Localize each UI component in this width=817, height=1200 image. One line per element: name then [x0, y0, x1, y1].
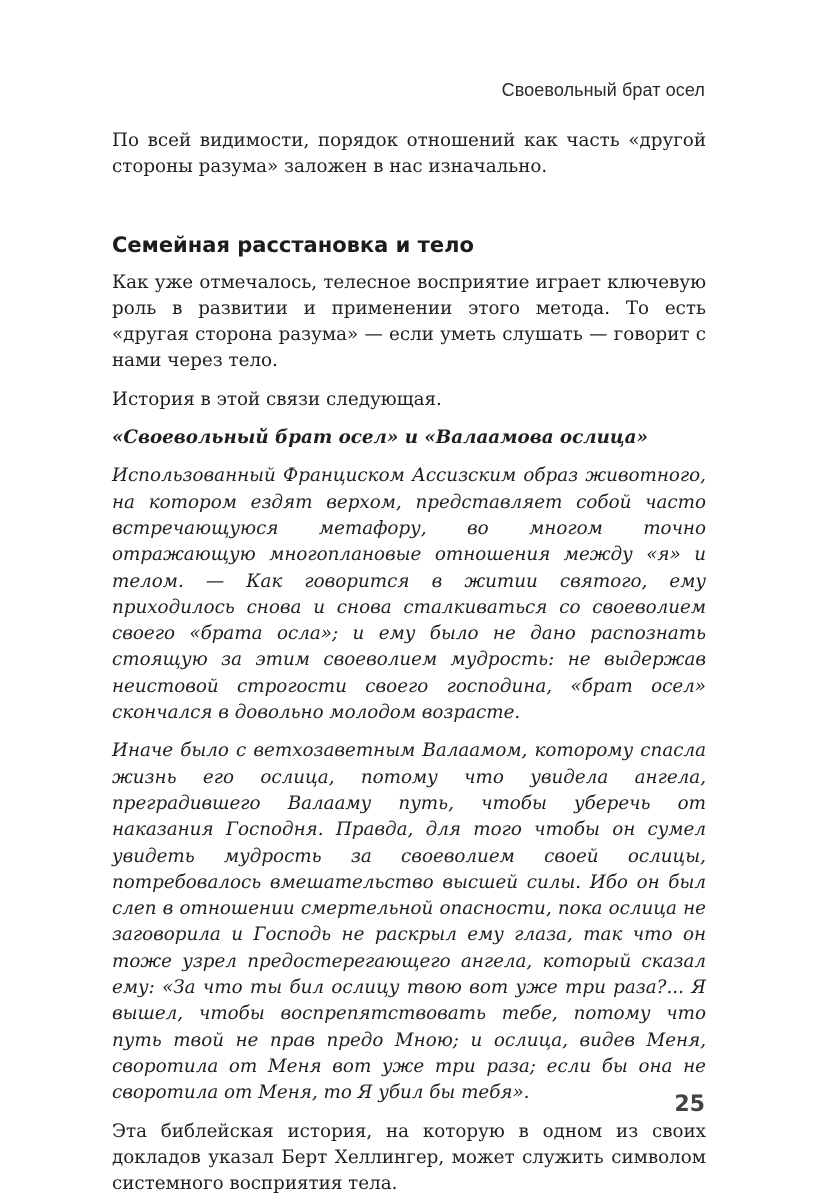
- section-heading: Семейная расстановка и тело: [112, 232, 474, 257]
- story-heading: «Своевольный брат осел» и «Валаамова ослица»: [112, 427, 648, 449]
- page-body: [112, 128, 706, 1197]
- closing-paragraph: Эта библейская история, на которую в одном из своих докладов указал Берт Хеллингер, может служить символом системного восприятия тела.: [112, 1120, 706, 1195]
- quote-paragraph-1: Использованный Франциском Ассизским образ животного, на котором ездят верхом, представляет собой часто встречающуюся метафору, во многом точно отражающую многоплановые отношения между «я» и телом. — Как говорится в житии святого, ему приходилось снова и снова сталкиваться со своеволием своего «брата осла»; и ему было не дано распознать стоящую за этим своеволием мудрость: не выдержав неистовой строгости своего господина, «брат осел» скончался в довольно молодом возрасте.: [112, 465, 706, 724]
- opening-paragraph: По всей видимости, порядок отношений как часть «другой стороны разума» заложен в нас изначально.: [112, 130, 706, 178]
- section-paragraph-2: История в этой связи следующая.: [112, 388, 442, 410]
- quote-paragraph-2: Иначе было с ветхозаветным Валаамом, которому спасла жизнь его ослица, потому что увидела ангела, преградившего Валааму путь, чтобы уберечь от наказания Господня. Правда, для того чтобы он сумел увидеть мудрость за своеволием своей ослицы, потребовалось вмешательство высшей силы. Ибо он был слеп в отношении смертельной опасности, пока ослица не заговорила и Господь не раскрыл ему глаза, так что он тоже узрел предостерегающего ангела, который сказал ему: «За что ты бил ослицу твою вот уже три раза?... Я вышел, чтобы воспрепятствовать тебе, потому что путь твой не прав предо Мною; и ослица, видев Меня, своротила от Меня вот уже три раза; если бы она не своротила от Меня, то Я убил бы тебя».: [112, 740, 706, 1104]
- page-number: 25: [674, 1092, 705, 1117]
- section-paragraph-1: Как уже отмечалось, телесное восприятие играет ключевую роль в развитии и применении этого метода. То есть «другая сторона разума» — если уметь слушать — говорит с нами через тело.: [112, 271, 706, 372]
- running-head: Своевольный брат осел: [501, 80, 705, 100]
